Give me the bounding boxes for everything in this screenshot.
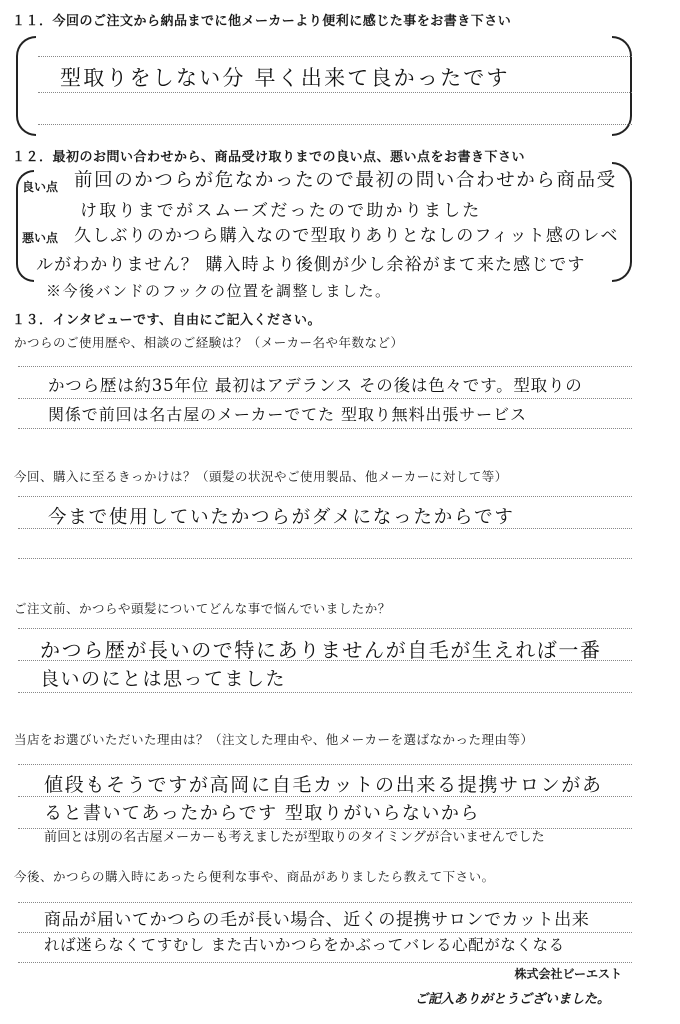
answer-rule [18, 764, 632, 765]
company-name: 株式会社ビーエスト [514, 967, 622, 981]
interview-question: 今後、かつらの購入時にあったら便利な事や、商品がありましたら教えて下さい。 [14, 869, 495, 884]
interview-question: ご注文前、かつらや頭髪についてどんな事で悩んでいましたか？ [14, 601, 391, 616]
interview-answer-line: かつら歴は約35年位 最初はアデランス その後は色々です。型取りの [48, 376, 583, 395]
answer-rule [38, 56, 632, 57]
answer-rule [18, 628, 632, 629]
bad-point-line-2: ルがわかりません？ 購入時より後側が少し余裕がまて来た感じです [36, 255, 586, 275]
answer-11-handwriting: 型取りをしない分 早く出来て良かったです [60, 66, 510, 90]
question-12-title: １２．最初のお問い合わせから、商品受け取りまでの良い点、悪い点をお書き下さい [12, 150, 526, 165]
bad-point-line-1: 久しぶりのかつら購入なので型取りありとなしのフィット感のレベ [74, 226, 619, 246]
good-point-line-1: 前回のかつらが危なかったので最初の問い合わせから商品受 [74, 170, 617, 191]
interview-answer-line: 今まで使用していたかつらがダメになったからです [48, 507, 515, 528]
answer-rule [18, 398, 632, 399]
answer-rule [18, 558, 632, 559]
answer-rule [18, 962, 632, 963]
interview-question: 今回、購入に至るきっかけは？（頭髪の状況やご使用製品、他メーカーに対して等） [14, 469, 508, 484]
left-bracket [16, 36, 36, 136]
answer-rule [18, 496, 632, 497]
interview-answer-line: 商品が届いてかつらの毛が長い場合、近くの提携サロンでカット出来 [44, 910, 590, 930]
note-handwriting: ※今後バンドのフックの位置を調整しました。 [46, 282, 392, 300]
bad-point-label: 悪い点 [22, 231, 59, 245]
interview-answer-line: 前回とは別の名古屋メーカーも考えましたが型取りのタイミングが合いませんでした [44, 830, 545, 845]
interview-answer-line: 関係で前回は名古屋のメーカーでてた 型取り無料出張サービス [48, 405, 527, 424]
answer-rule [18, 902, 632, 903]
good-point-label: 良い点 [22, 180, 59, 194]
answer-rule [38, 92, 632, 93]
interview-answer-line: ると書いてあったからです 型取りがいらないから [44, 803, 480, 824]
answer-rule [18, 366, 632, 367]
answer-rule [18, 692, 632, 693]
answer-rule [18, 428, 632, 429]
interview-answer-line: 良いのにとは思ってました [40, 668, 287, 690]
question-13-title: １３．インタビューです、自由にご記入ください。 [12, 313, 321, 328]
answer-rule [38, 124, 632, 125]
interview-answer-line: かつら歴が長いので特にありませんが自毛が生えれば一番 [40, 638, 602, 662]
thanks-message: ご記入ありがとうございました。 [414, 992, 610, 1007]
question-11-title: １１．今回のご注文から納品までに他メーカーより便利に感じた事をお書き下さい [12, 14, 512, 29]
interview-answer-line: 値段もそうですが高岡に自毛カットの出来る提携サロンがあ [44, 774, 603, 796]
interview-question: かつらのご使用歴や、相談のご経験は？（メーカー名や年数など） [14, 335, 404, 350]
right-bracket [612, 36, 632, 136]
interview-answer-line: れば迷らなくてすむし また古いかつらをかぶってバレる心配がなくなる [44, 936, 565, 954]
good-point-line-2: け取りまでがスムーズだったので助かりました [80, 201, 482, 221]
interview-question: 当店をお選びいただいた理由は？（注文した理由や、他メーカーを選ばなかった理由等） [14, 732, 534, 747]
